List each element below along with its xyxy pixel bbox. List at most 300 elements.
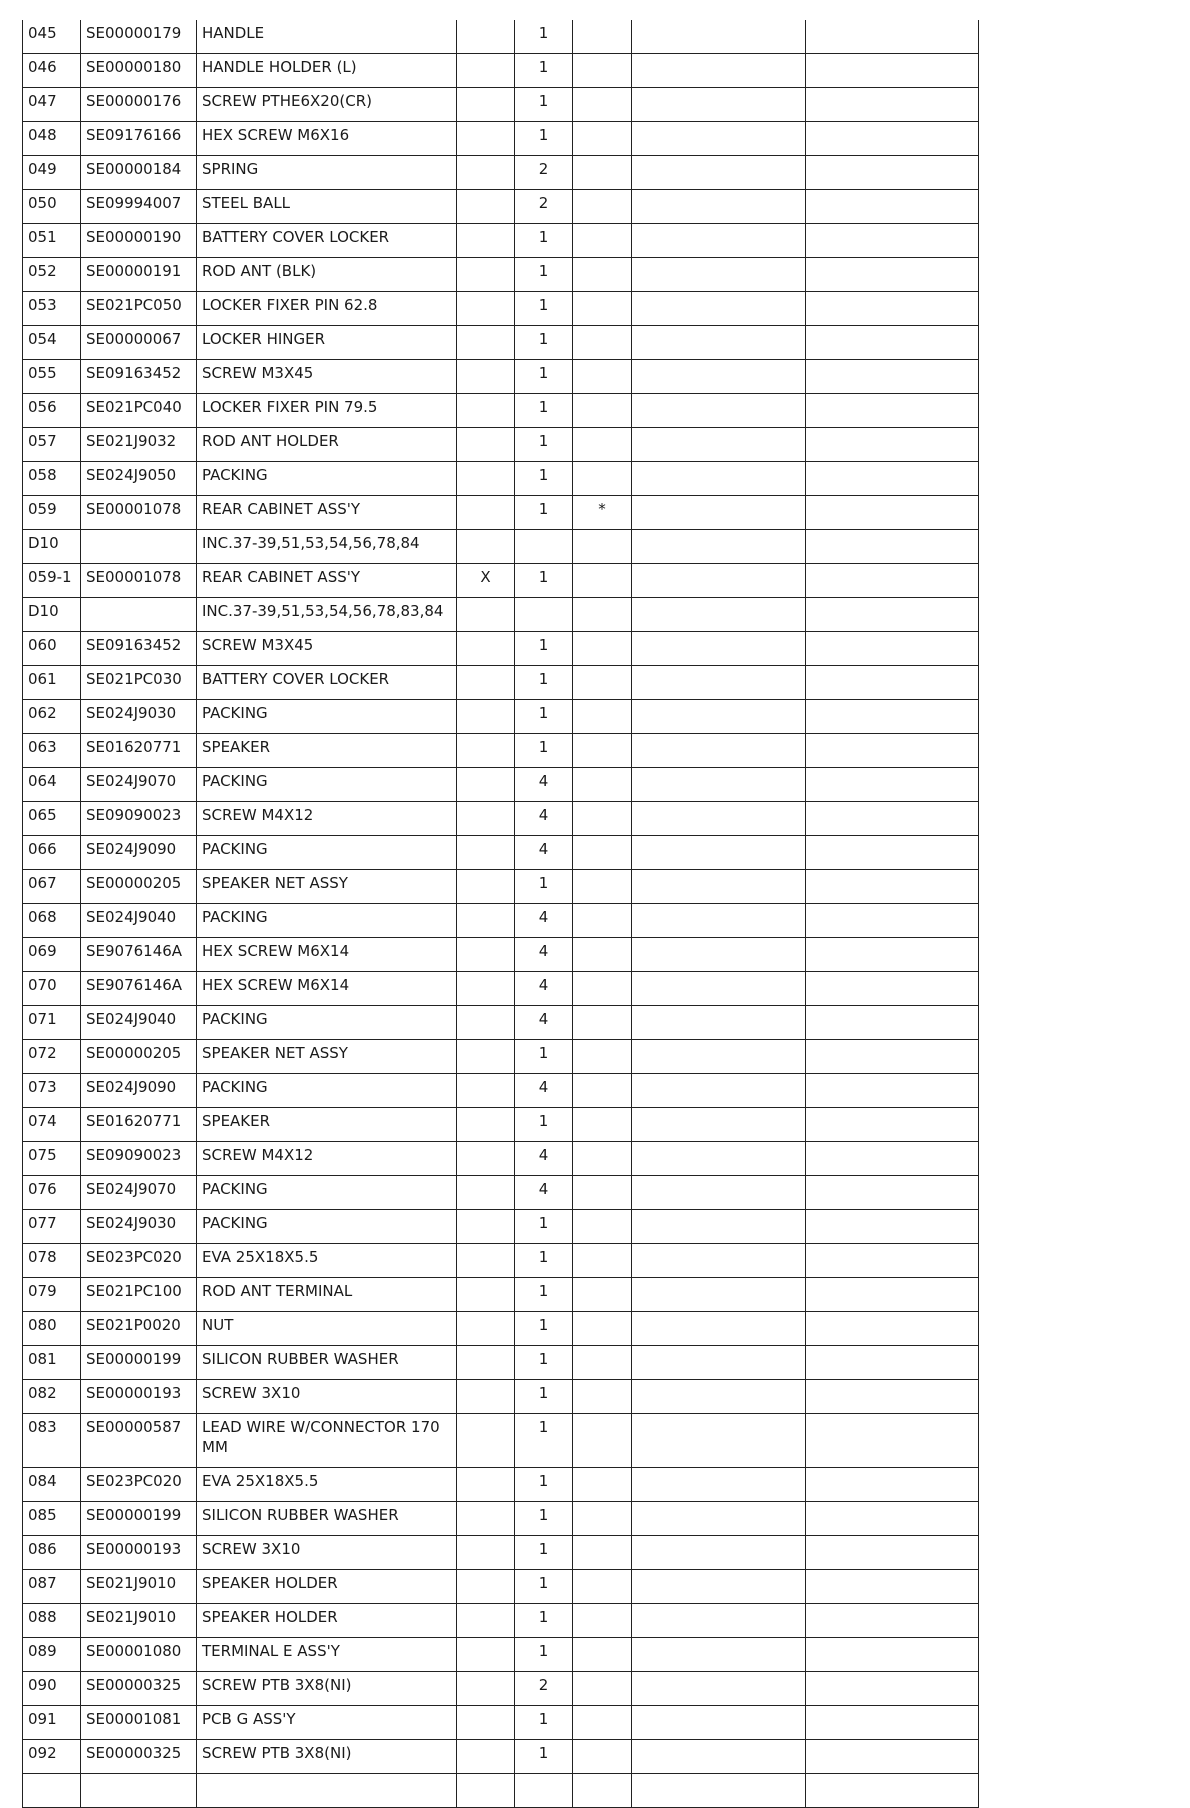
item-number-cell: 057 bbox=[23, 428, 81, 462]
item-number-cell: 059 bbox=[23, 496, 81, 530]
note-mark-cell bbox=[573, 292, 632, 326]
blank-cell bbox=[806, 156, 979, 190]
note-mark-cell bbox=[573, 734, 632, 768]
table-row bbox=[23, 1006, 979, 1040]
table-row bbox=[23, 1570, 979, 1604]
blank-cell bbox=[806, 1672, 979, 1706]
note-mark-cell bbox=[573, 190, 632, 224]
blank-cell bbox=[806, 428, 979, 462]
note-mark-cell bbox=[573, 1706, 632, 1740]
description-cell: SPEAKER bbox=[197, 1108, 457, 1142]
blank-cell bbox=[632, 1570, 806, 1604]
quantity-cell: 1 bbox=[515, 258, 573, 292]
blank-cell bbox=[806, 360, 979, 394]
description-cell: LOCKER FIXER PIN 62.8 bbox=[197, 292, 457, 326]
part-code-cell: SE01620771 bbox=[81, 734, 197, 768]
blank-cell bbox=[632, 1740, 806, 1774]
note-mark-cell bbox=[573, 564, 632, 598]
description-cell: INC.37-39,51,53,54,56,78,83,84 bbox=[197, 598, 457, 632]
quantity-cell: 1 bbox=[515, 394, 573, 428]
description-cell bbox=[197, 1774, 457, 1808]
item-number-cell: 045 bbox=[23, 20, 81, 54]
description-cell: HEX SCREW M6X14 bbox=[197, 938, 457, 972]
item-number-cell: 092 bbox=[23, 1740, 81, 1774]
table-row bbox=[23, 1244, 979, 1278]
table-row bbox=[23, 802, 979, 836]
blank-cell bbox=[632, 1040, 806, 1074]
blank-cell bbox=[806, 1040, 979, 1074]
note-mark-cell bbox=[573, 904, 632, 938]
note-mark-cell bbox=[573, 1006, 632, 1040]
blank-cell bbox=[632, 1176, 806, 1210]
table-row bbox=[23, 904, 979, 938]
part-code-cell: SE00000190 bbox=[81, 224, 197, 258]
description-cell: LEAD WIRE W/CONNECTOR 170 MM bbox=[197, 1414, 457, 1468]
option-mark-cell bbox=[457, 326, 515, 360]
part-code-cell: SE021P0020 bbox=[81, 1312, 197, 1346]
blank-cell bbox=[632, 122, 806, 156]
blank-cell bbox=[806, 190, 979, 224]
description-cell: HANDLE HOLDER (L) bbox=[197, 54, 457, 88]
quantity-cell bbox=[515, 530, 573, 564]
quantity-cell: 1 bbox=[515, 1570, 573, 1604]
note-mark-cell bbox=[573, 1638, 632, 1672]
item-number-cell: 077 bbox=[23, 1210, 81, 1244]
item-number-cell: 078 bbox=[23, 1244, 81, 1278]
option-mark-cell bbox=[457, 904, 515, 938]
item-number-cell: 055 bbox=[23, 360, 81, 394]
option-mark-cell bbox=[457, 292, 515, 326]
item-number-cell: 067 bbox=[23, 870, 81, 904]
table-row bbox=[23, 870, 979, 904]
description-cell: SCREW PTB 3X8(NI) bbox=[197, 1740, 457, 1774]
blank-cell bbox=[806, 1536, 979, 1570]
blank-cell bbox=[806, 1142, 979, 1176]
part-code-cell: SE00001080 bbox=[81, 1638, 197, 1672]
blank-cell bbox=[632, 54, 806, 88]
part-code-cell: SE00000325 bbox=[81, 1740, 197, 1774]
blank-cell bbox=[632, 224, 806, 258]
item-number-cell: 050 bbox=[23, 190, 81, 224]
table-row bbox=[23, 598, 979, 632]
blank-cell bbox=[632, 1108, 806, 1142]
blank-cell bbox=[806, 224, 979, 258]
item-number-cell: 083 bbox=[23, 1414, 81, 1468]
blank-cell bbox=[632, 258, 806, 292]
description-cell: STEEL BALL bbox=[197, 190, 457, 224]
parts-list-table bbox=[22, 20, 979, 1808]
item-number-cell: 085 bbox=[23, 1502, 81, 1536]
quantity-cell: 4 bbox=[515, 768, 573, 802]
note-mark-cell bbox=[573, 1502, 632, 1536]
blank-cell bbox=[632, 190, 806, 224]
description-cell: PACKING bbox=[197, 462, 457, 496]
option-mark-cell bbox=[457, 1468, 515, 1502]
blank-cell bbox=[632, 972, 806, 1006]
table-row bbox=[23, 666, 979, 700]
part-code-cell: SE09176166 bbox=[81, 122, 197, 156]
option-mark-cell bbox=[457, 462, 515, 496]
quantity-cell: 2 bbox=[515, 190, 573, 224]
quantity-cell: 4 bbox=[515, 1142, 573, 1176]
option-mark-cell bbox=[457, 1278, 515, 1312]
blank-cell bbox=[806, 564, 979, 598]
table-row bbox=[23, 1380, 979, 1414]
table-row bbox=[23, 1706, 979, 1740]
quantity-cell: 1 bbox=[515, 496, 573, 530]
quantity-cell: 4 bbox=[515, 836, 573, 870]
table-row bbox=[23, 768, 979, 802]
blank-cell bbox=[632, 156, 806, 190]
blank-cell bbox=[632, 88, 806, 122]
quantity-cell: 1 bbox=[515, 870, 573, 904]
blank-cell bbox=[806, 394, 979, 428]
item-number-cell: 063 bbox=[23, 734, 81, 768]
quantity-cell: 4 bbox=[515, 802, 573, 836]
blank-cell bbox=[806, 904, 979, 938]
description-cell: TERMINAL E ASS'Y bbox=[197, 1638, 457, 1672]
blank-cell bbox=[806, 20, 979, 54]
description-cell: PACKING bbox=[197, 1074, 457, 1108]
option-mark-cell bbox=[457, 1176, 515, 1210]
note-mark-cell: * bbox=[573, 496, 632, 530]
option-mark-cell bbox=[457, 1074, 515, 1108]
note-mark-cell bbox=[573, 1380, 632, 1414]
part-code-cell: SE024J9070 bbox=[81, 768, 197, 802]
description-cell: HEX SCREW M6X14 bbox=[197, 972, 457, 1006]
option-mark-cell bbox=[457, 1108, 515, 1142]
item-number-cell: 062 bbox=[23, 700, 81, 734]
parts-list-page bbox=[22, 20, 978, 1762]
item-number-cell: 056 bbox=[23, 394, 81, 428]
item-number-cell: 071 bbox=[23, 1006, 81, 1040]
note-mark-cell bbox=[573, 1740, 632, 1774]
note-mark-cell bbox=[573, 530, 632, 564]
note-mark-cell bbox=[573, 258, 632, 292]
table-row bbox=[23, 1074, 979, 1108]
note-mark-cell bbox=[573, 122, 632, 156]
table-row bbox=[23, 1604, 979, 1638]
description-cell: BATTERY COVER LOCKER bbox=[197, 666, 457, 700]
note-mark-cell bbox=[573, 88, 632, 122]
option-mark-cell bbox=[457, 1638, 515, 1672]
blank-cell bbox=[806, 1278, 979, 1312]
quantity-cell: 1 bbox=[515, 1468, 573, 1502]
item-number-cell: 046 bbox=[23, 54, 81, 88]
item-number-cell: D10 bbox=[23, 530, 81, 564]
table-row bbox=[23, 1142, 979, 1176]
blank-cell bbox=[632, 1604, 806, 1638]
description-cell: SILICON RUBBER WASHER bbox=[197, 1346, 457, 1380]
part-code-cell: SE024J9030 bbox=[81, 1210, 197, 1244]
note-mark-cell bbox=[573, 768, 632, 802]
description-cell: SCREW 3X10 bbox=[197, 1380, 457, 1414]
option-mark-cell bbox=[457, 802, 515, 836]
blank-cell bbox=[806, 530, 979, 564]
item-number-cell: 068 bbox=[23, 904, 81, 938]
note-mark-cell bbox=[573, 224, 632, 258]
part-code-cell: SE00000205 bbox=[81, 870, 197, 904]
part-code-cell: SE024J9090 bbox=[81, 1074, 197, 1108]
quantity-cell: 1 bbox=[515, 700, 573, 734]
description-cell: REAR CABINET ASS'Y bbox=[197, 564, 457, 598]
blank-cell bbox=[806, 1380, 979, 1414]
quantity-cell: 2 bbox=[515, 1672, 573, 1706]
quantity-cell: 1 bbox=[515, 428, 573, 462]
note-mark-cell bbox=[573, 1210, 632, 1244]
option-mark-cell bbox=[457, 1706, 515, 1740]
blank-cell bbox=[632, 360, 806, 394]
blank-cell bbox=[632, 1774, 806, 1808]
table-row bbox=[23, 156, 979, 190]
item-number-cell: 086 bbox=[23, 1536, 81, 1570]
description-cell: SCREW M4X12 bbox=[197, 802, 457, 836]
blank-cell bbox=[632, 1468, 806, 1502]
table-row bbox=[23, 700, 979, 734]
item-number-cell bbox=[23, 1774, 81, 1808]
blank-cell bbox=[806, 496, 979, 530]
quantity-cell: 1 bbox=[515, 54, 573, 88]
blank-cell bbox=[632, 768, 806, 802]
option-mark-cell bbox=[457, 1040, 515, 1074]
option-mark-cell bbox=[457, 122, 515, 156]
part-code-cell: SE024J9040 bbox=[81, 904, 197, 938]
description-cell: SPRING bbox=[197, 156, 457, 190]
option-mark-cell bbox=[457, 20, 515, 54]
table-row bbox=[23, 54, 979, 88]
blank-cell bbox=[632, 1672, 806, 1706]
note-mark-cell bbox=[573, 156, 632, 190]
table-row bbox=[23, 1638, 979, 1672]
note-mark-cell bbox=[573, 802, 632, 836]
part-code-cell bbox=[81, 1774, 197, 1808]
note-mark-cell bbox=[573, 632, 632, 666]
part-code-cell: SE09163452 bbox=[81, 360, 197, 394]
part-code-cell: SE021PC040 bbox=[81, 394, 197, 428]
quantity-cell: 1 bbox=[515, 1278, 573, 1312]
part-code-cell: SE09994007 bbox=[81, 190, 197, 224]
option-mark-cell bbox=[457, 1570, 515, 1604]
table-row bbox=[23, 1414, 979, 1468]
quantity-cell: 1 bbox=[515, 326, 573, 360]
table-row bbox=[23, 1774, 979, 1808]
quantity-cell: 1 bbox=[515, 88, 573, 122]
option-mark-cell bbox=[457, 1244, 515, 1278]
description-cell: PACKING bbox=[197, 1176, 457, 1210]
item-number-cell: 091 bbox=[23, 1706, 81, 1740]
item-number-cell: 053 bbox=[23, 292, 81, 326]
note-mark-cell bbox=[573, 1278, 632, 1312]
blank-cell bbox=[632, 1006, 806, 1040]
option-mark-cell bbox=[457, 1672, 515, 1706]
table-row bbox=[23, 428, 979, 462]
table-row bbox=[23, 122, 979, 156]
blank-cell bbox=[806, 88, 979, 122]
description-cell: SCREW M3X45 bbox=[197, 360, 457, 394]
note-mark-cell bbox=[573, 1672, 632, 1706]
quantity-cell: 1 bbox=[515, 1536, 573, 1570]
option-mark-cell bbox=[457, 666, 515, 700]
blank-cell bbox=[806, 1570, 979, 1604]
note-mark-cell bbox=[573, 1414, 632, 1468]
option-mark-cell bbox=[457, 700, 515, 734]
option-mark-cell bbox=[457, 1006, 515, 1040]
quantity-cell: 1 bbox=[515, 564, 573, 598]
option-mark-cell bbox=[457, 1740, 515, 1774]
part-code-cell: SE00000587 bbox=[81, 1414, 197, 1468]
note-mark-cell bbox=[573, 54, 632, 88]
blank-cell bbox=[632, 1638, 806, 1672]
note-mark-cell bbox=[573, 700, 632, 734]
note-mark-cell bbox=[573, 1570, 632, 1604]
blank-cell bbox=[806, 1210, 979, 1244]
option-mark-cell bbox=[457, 156, 515, 190]
note-mark-cell bbox=[573, 360, 632, 394]
blank-cell bbox=[806, 768, 979, 802]
note-mark-cell bbox=[573, 326, 632, 360]
note-mark-cell bbox=[573, 1074, 632, 1108]
part-code-cell bbox=[81, 530, 197, 564]
table-row bbox=[23, 530, 979, 564]
blank-cell bbox=[806, 122, 979, 156]
blank-cell bbox=[632, 428, 806, 462]
table-row bbox=[23, 190, 979, 224]
blank-cell bbox=[632, 530, 806, 564]
quantity-cell: 4 bbox=[515, 972, 573, 1006]
option-mark-cell bbox=[457, 598, 515, 632]
option-mark-cell bbox=[457, 394, 515, 428]
option-mark-cell bbox=[457, 54, 515, 88]
blank-cell bbox=[806, 1468, 979, 1502]
quantity-cell: 1 bbox=[515, 1414, 573, 1468]
blank-cell bbox=[632, 734, 806, 768]
description-cell: ROD ANT TERMINAL bbox=[197, 1278, 457, 1312]
part-code-cell: SE01620771 bbox=[81, 1108, 197, 1142]
description-cell: PACKING bbox=[197, 700, 457, 734]
quantity-cell bbox=[515, 598, 573, 632]
part-code-cell: SE00000205 bbox=[81, 1040, 197, 1074]
part-code-cell: SE024J9090 bbox=[81, 836, 197, 870]
option-mark-cell bbox=[457, 870, 515, 904]
part-code-cell: SE09163452 bbox=[81, 632, 197, 666]
blank-cell bbox=[632, 836, 806, 870]
table-row bbox=[23, 20, 979, 54]
quantity-cell: 1 bbox=[515, 224, 573, 258]
blank-cell bbox=[632, 904, 806, 938]
item-number-cell: 065 bbox=[23, 802, 81, 836]
description-cell: PACKING bbox=[197, 836, 457, 870]
part-code-cell: SE00000193 bbox=[81, 1380, 197, 1414]
item-number-cell: 069 bbox=[23, 938, 81, 972]
blank-cell bbox=[632, 598, 806, 632]
part-code-cell: SE021PC100 bbox=[81, 1278, 197, 1312]
option-mark-cell bbox=[457, 1774, 515, 1808]
table-row bbox=[23, 394, 979, 428]
blank-cell bbox=[806, 1312, 979, 1346]
blank-cell bbox=[806, 666, 979, 700]
blank-cell bbox=[806, 1346, 979, 1380]
blank-cell bbox=[806, 1108, 979, 1142]
note-mark-cell bbox=[573, 1244, 632, 1278]
quantity-cell: 1 bbox=[515, 666, 573, 700]
description-cell: SCREW M3X45 bbox=[197, 632, 457, 666]
blank-cell bbox=[806, 632, 979, 666]
blank-cell bbox=[632, 1706, 806, 1740]
option-mark-cell bbox=[457, 632, 515, 666]
quantity-cell: 4 bbox=[515, 904, 573, 938]
quantity-cell: 1 bbox=[515, 1638, 573, 1672]
blank-cell bbox=[632, 394, 806, 428]
item-number-cell: 064 bbox=[23, 768, 81, 802]
option-mark-cell bbox=[457, 1142, 515, 1176]
description-cell: EVA 25X18X5.5 bbox=[197, 1244, 457, 1278]
description-cell: EVA 25X18X5.5 bbox=[197, 1468, 457, 1502]
item-number-cell: 076 bbox=[23, 1176, 81, 1210]
note-mark-cell bbox=[573, 1604, 632, 1638]
blank-cell bbox=[632, 20, 806, 54]
blank-cell bbox=[806, 972, 979, 1006]
blank-cell bbox=[632, 632, 806, 666]
item-number-cell: 081 bbox=[23, 1346, 81, 1380]
table-row bbox=[23, 1108, 979, 1142]
blank-cell bbox=[632, 1278, 806, 1312]
part-code-cell: SE00000179 bbox=[81, 20, 197, 54]
table-row bbox=[23, 1502, 979, 1536]
part-code-cell: SE023PC020 bbox=[81, 1244, 197, 1278]
quantity-cell: 1 bbox=[515, 20, 573, 54]
description-cell: REAR CABINET ASS'Y bbox=[197, 496, 457, 530]
note-mark-cell bbox=[573, 394, 632, 428]
item-number-cell: 052 bbox=[23, 258, 81, 292]
quantity-cell bbox=[515, 1774, 573, 1808]
table-row bbox=[23, 292, 979, 326]
option-mark-cell bbox=[457, 496, 515, 530]
item-number-cell: 075 bbox=[23, 1142, 81, 1176]
note-mark-cell bbox=[573, 462, 632, 496]
note-mark-cell bbox=[573, 938, 632, 972]
item-number-cell: 073 bbox=[23, 1074, 81, 1108]
description-cell: PACKING bbox=[197, 1210, 457, 1244]
description-cell: PACKING bbox=[197, 904, 457, 938]
note-mark-cell bbox=[573, 972, 632, 1006]
quantity-cell: 1 bbox=[515, 1312, 573, 1346]
part-code-cell: SE024J9070 bbox=[81, 1176, 197, 1210]
note-mark-cell bbox=[573, 666, 632, 700]
quantity-cell: 1 bbox=[515, 122, 573, 156]
quantity-cell: 1 bbox=[515, 734, 573, 768]
blank-cell bbox=[632, 700, 806, 734]
description-cell: NUT bbox=[197, 1312, 457, 1346]
blank-cell bbox=[806, 1706, 979, 1740]
description-cell: SPEAKER HOLDER bbox=[197, 1570, 457, 1604]
item-number-cell: 048 bbox=[23, 122, 81, 156]
table-row bbox=[23, 836, 979, 870]
option-mark-cell bbox=[457, 768, 515, 802]
table-row bbox=[23, 258, 979, 292]
description-cell: SCREW PTB 3X8(NI) bbox=[197, 1672, 457, 1706]
option-mark-cell bbox=[457, 1210, 515, 1244]
blank-cell bbox=[806, 1176, 979, 1210]
note-mark-cell bbox=[573, 870, 632, 904]
item-number-cell: 090 bbox=[23, 1672, 81, 1706]
blank-cell bbox=[632, 496, 806, 530]
blank-cell bbox=[632, 1312, 806, 1346]
quantity-cell: 4 bbox=[515, 1006, 573, 1040]
option-mark-cell bbox=[457, 1312, 515, 1346]
part-code-cell: SE09090023 bbox=[81, 802, 197, 836]
item-number-cell: D10 bbox=[23, 598, 81, 632]
quantity-cell: 1 bbox=[515, 632, 573, 666]
